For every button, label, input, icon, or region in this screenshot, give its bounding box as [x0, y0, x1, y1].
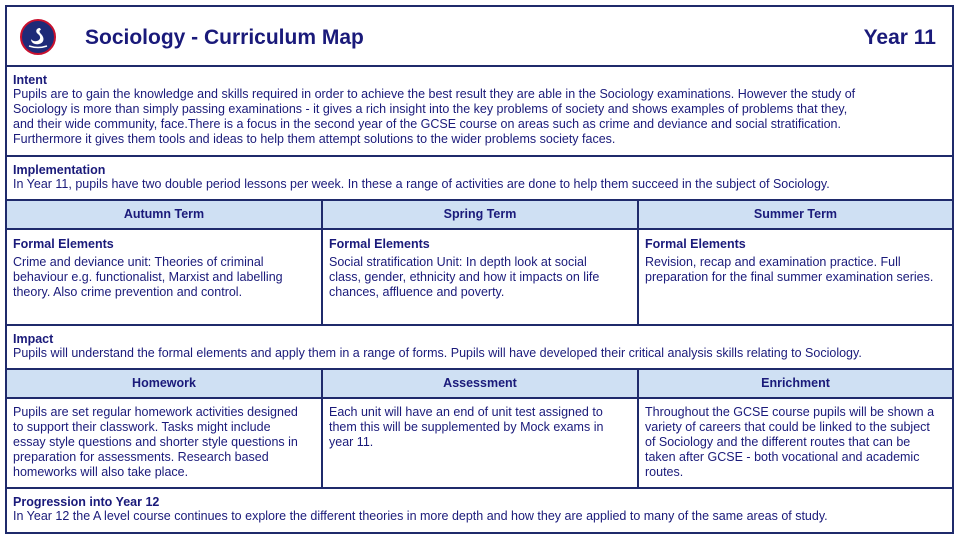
cell-line: Social stratification Unit: In depth look at social [329, 255, 587, 269]
cell-title: Formal Elements [329, 237, 430, 251]
column-divider [637, 370, 639, 487]
intent-title: Intent [13, 73, 48, 87]
cell-line: them this will be supplemented by Mock exams in [329, 420, 604, 434]
cell-line: Throughout the GCSE course pupils will be shown a [645, 405, 935, 419]
enrichment-header: Enrichment [639, 370, 952, 397]
spring-term-header: Spring Term [323, 201, 637, 228]
divider [5, 228, 954, 230]
impact-section [5, 332, 954, 361]
cell-line: of Sociology and the different routes that can be [645, 435, 911, 449]
cell-line: Crime and deviance unit: Theories of criminal [13, 255, 264, 269]
autumn-term-header: Autumn Term [7, 201, 321, 228]
homework-cell [7, 405, 321, 480]
cell-line: to support their classwork. Tasks might include [13, 420, 271, 434]
intent-section [5, 73, 954, 147]
swan-logo-icon [20, 19, 56, 55]
summer-term-header: Summer Term [639, 201, 952, 228]
cell-line: behaviour e.g. functionalist, Marxist and labelling [13, 270, 283, 284]
intent-line: Sociology is more than simply passing examinations - it gives a rich insight into the key problems of society and shows examples of problems that they, [13, 102, 848, 116]
year-label: Year 11 [863, 26, 936, 49]
column-divider [321, 370, 323, 487]
enrichment-cell [639, 405, 952, 480]
cell-line: preparation for the final summer examination series. [645, 270, 934, 284]
cell-line: Pupils are set regular homework activities designed [13, 405, 298, 419]
divider [5, 65, 954, 67]
divider [5, 487, 954, 489]
cell-line: variety of careers that could be linked to the subject [645, 420, 930, 434]
intent-line: Furthermore it gives them tools and ideas to help them attempt solutions to the wider problems society faces. [13, 132, 616, 146]
autumn-term-cell [7, 237, 321, 300]
assessment-cell [323, 405, 637, 450]
summer-term-cell [639, 237, 952, 285]
header [5, 7, 954, 65]
cell-line: preparation for assessments. Research based [13, 450, 269, 464]
column-divider [321, 201, 323, 324]
progression-section [5, 495, 954, 524]
assessment-header: Assessment [323, 370, 637, 397]
cell-line: year 11. [329, 435, 374, 449]
impact-title: Impact [13, 332, 54, 346]
cell-line: essay style questions and shorter style questions in [13, 435, 298, 449]
column-divider [637, 201, 639, 324]
cell-line: taken after GCSE - both vocational and academic [645, 450, 920, 464]
cell-line: homeworks will also take place. [13, 465, 189, 479]
impact-text: Pupils will understand the formal elements and apply them in a range of forms. Pupils will have developed their critical analysis skills relating to Sociology. [13, 346, 862, 360]
divider [5, 155, 954, 157]
divider [5, 324, 954, 326]
spring-term-cell [323, 237, 637, 300]
progression-title: Progression into Year 12 [13, 495, 160, 509]
cell-line: Each unit will have an end of unit test assigned to [329, 405, 603, 419]
cell-line: Revision, recap and examination practice. Full [645, 255, 901, 269]
cell-line: routes. [645, 465, 684, 479]
progression-text: In Year 12 the A level course continues to explore the different theories in more depth and how they are applied to many of the same areas of study. [13, 509, 828, 523]
cell-title: Formal Elements [13, 237, 114, 251]
implementation-text: In Year 11, pupils have two double period lessons per week. In these a range of activities are done to help them succeed in the subject of Sociology. [13, 177, 830, 191]
cell-line: chances, affluence and poverty. [329, 285, 505, 299]
cell-title: Formal Elements [645, 237, 746, 251]
page-title: Sociology - Curriculum Map [85, 26, 364, 49]
homework-header: Homework [7, 370, 321, 397]
cell-line: theory. Also crime prevention and control. [13, 285, 243, 299]
intent-line: and their wide community, face.There is a focus in the second year of the GCSE course on areas such as crime and deviance and social stratification. [13, 117, 841, 131]
implementation-section [5, 163, 954, 192]
cell-line: class, gender, ethnicity and how it impacts on life [329, 270, 600, 284]
intent-line: Pupils are to gain the knowledge and skills required in order to achieve the best result they are able in the Sociology examinations. However the study of [13, 87, 856, 101]
implementation-title: Implementation [13, 163, 106, 177]
divider [5, 397, 954, 399]
